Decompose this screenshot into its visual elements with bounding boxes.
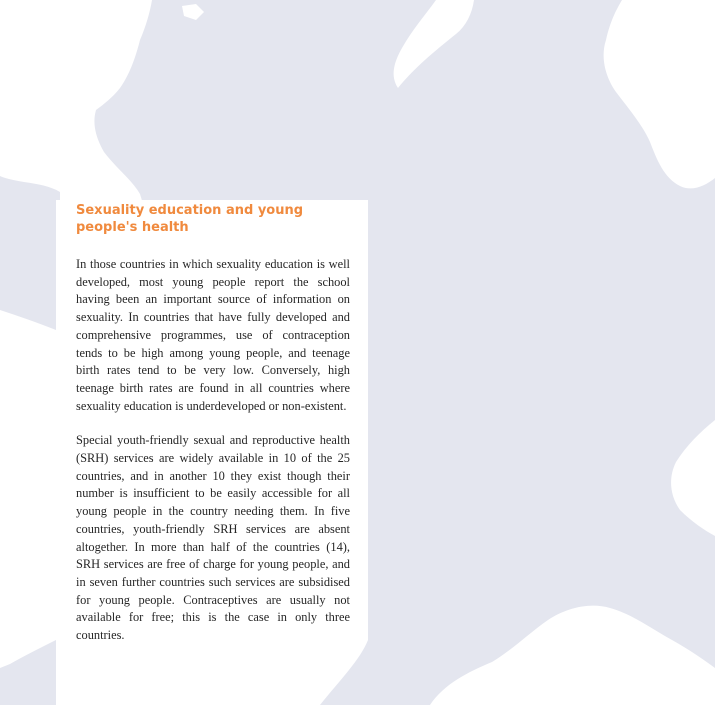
paragraph-2: Special youth-friendly sexual and reproductive health (SRH) services are widely available in 10 of the 25 countries, and in another 10 they exist though their number is insufficient to be easily accessible for all young people in the country needing them. In five countries, youth-friendly SRH services are absent altogether. In more than half of the countries (14), SRH services are free of charge for young people, and in seven further countries such services are subsidised for young people. Contraceptives are usually not available for free; this is the case in only three countries. <box>76 433 350 643</box>
text-section <box>76 202 350 662</box>
paragraph-1: In those countries in which sexuality education is well developed, most young people report the school having been an important source of information on sexuality. In countries that have fully developed and comprehensive programmes, use of contraception tends to be high among young people, and teenage birth rates tend to be very low. Conversely, high teenage birth rates are found in all countries where sexuality education is underdeveloped or non-existent. <box>76 257 350 413</box>
section-heading: Sexuality education and young people's health <box>76 203 304 235</box>
map-land-southwest <box>0 310 56 668</box>
